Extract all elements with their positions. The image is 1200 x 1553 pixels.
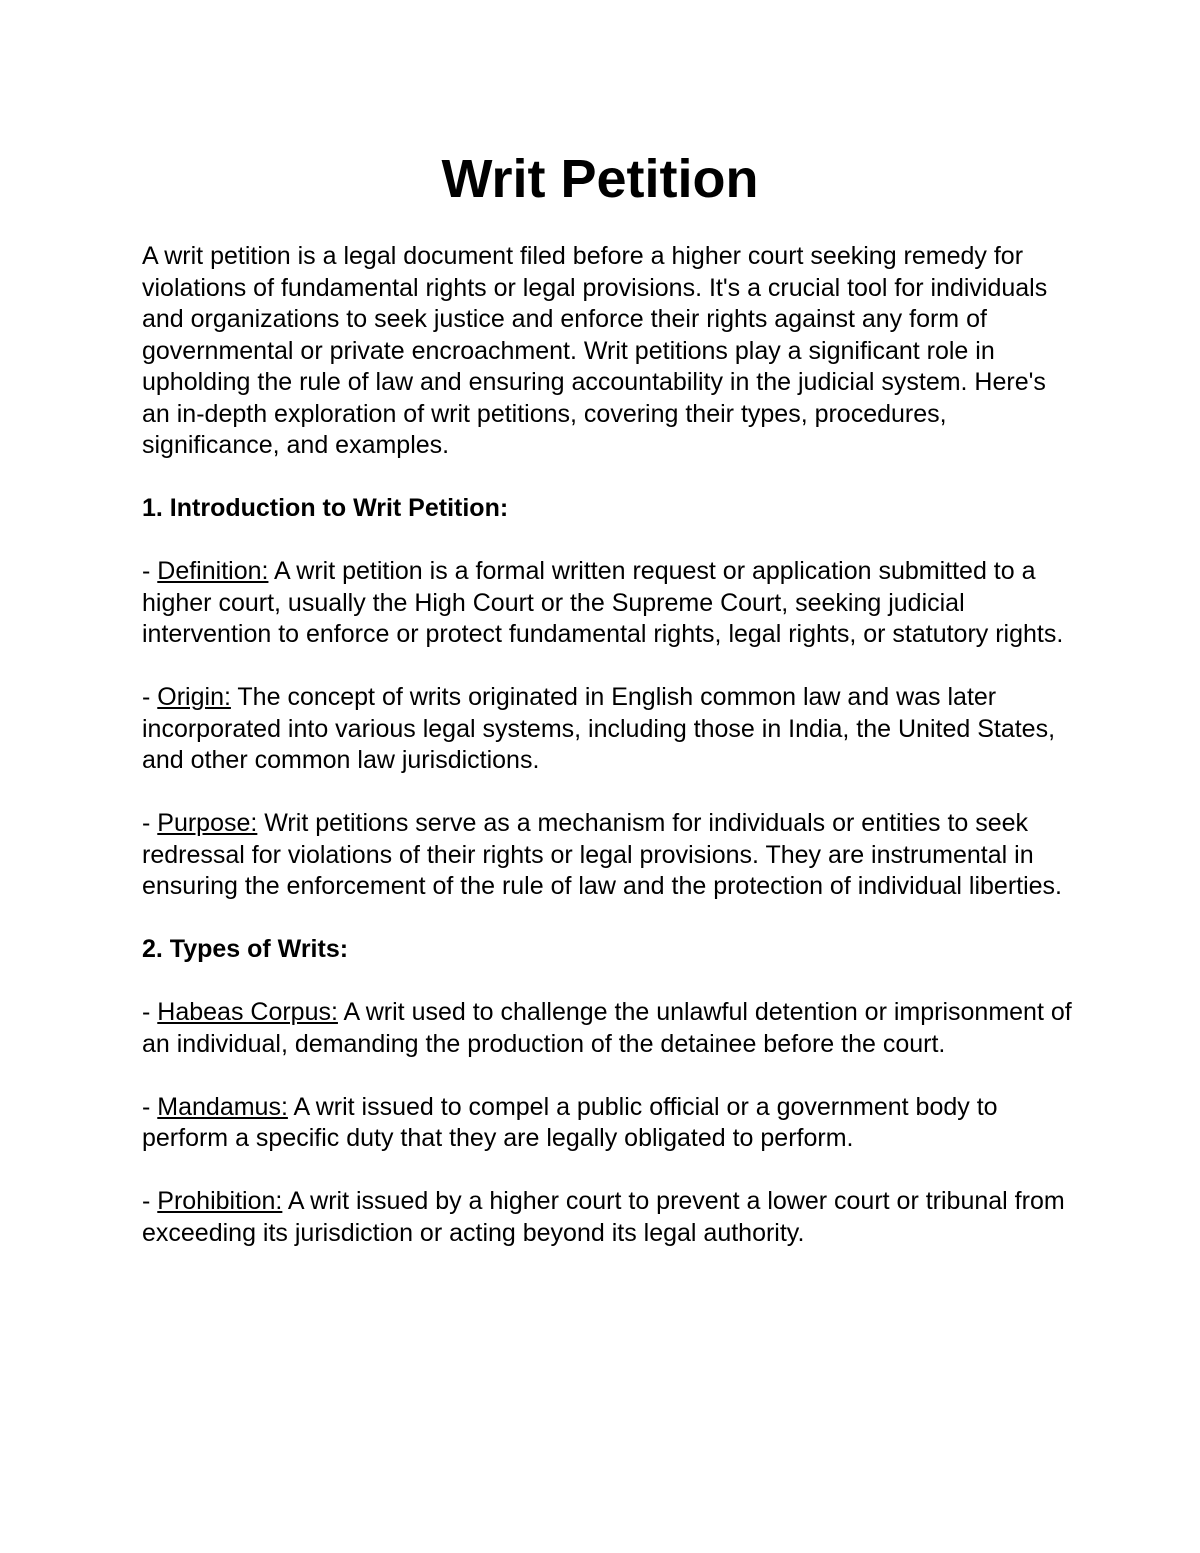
section-heading-introduction: 1. Introduction to Writ Petition:	[142, 494, 509, 522]
origin-text: The concept of writs originated in English common law and was later incorporated into various legal systems, including those in India, the United States, and other common law jurisdictions.	[142, 683, 1056, 774]
term-mandamus: Mandamus:	[157, 1092, 288, 1121]
list-dash: -	[142, 683, 158, 711]
prohibition-text: A writ issued by a higher court to prevent a lower court or tribunal from exceeding its jurisdiction or acting beyond its legal authority.	[142, 1187, 1065, 1247]
term-habeas-corpus: Habeas Corpus:	[157, 998, 338, 1026]
document-body	[142, 241, 1072, 1281]
habeas-corpus-text: A writ used to challenge the unlawful detention or imprisonment of an individual, demanding the production of the detainee before the court.	[142, 998, 1072, 1058]
purpose-paragraph	[142, 808, 1072, 903]
mandamus-text: A writ issued to compel a public official or a government body to perform a specific duty that they are legally obligated to perform.	[142, 1092, 998, 1152]
list-dash: -	[142, 557, 158, 585]
list-dash: -	[142, 1092, 158, 1121]
origin-paragraph	[142, 682, 1072, 777]
definition-text: A writ petition is a formal written request or application submitted to a higher court, usually the High Court or the Supreme Court, seeking judicial intervention to enforce or protect fundamental rights, legal rights, or statutory rights.	[142, 557, 1064, 648]
definition-paragraph	[142, 556, 1072, 651]
intro-paragraph: A writ petition is a legal document filed before a higher court seeking remedy for violations of fundamental rights or legal provisions. It's a crucial tool for individuals and organizations to seek justice and enforce their rights against any form of governmental or private encroachment. Writ petitions play a significant role in upholding the rule of law and ensuring accountability in the judicial system. Here's an in-depth exploration of writ petitions, covering their types, procedures, significance, and examples.	[142, 242, 1048, 459]
document-title: Writ Petition	[441, 149, 759, 209]
list-dash: -	[142, 809, 158, 837]
term-purpose: Purpose:	[157, 809, 258, 837]
habeas-corpus-paragraph	[142, 997, 1072, 1060]
purpose-text: Writ petitions serve as a mechanism for individuals or entities to seek redressal for violations of their rights or legal provisions. They are instrumental in ensuring the enforcement of the rule of law and the protection of individual liberties.	[142, 809, 1062, 900]
term-origin: Origin:	[157, 683, 231, 711]
section-heading-types-of-writs: 2. Types of Writs:	[142, 935, 349, 963]
list-dash: -	[142, 1187, 158, 1215]
term-prohibition: Prohibition:	[157, 1187, 283, 1215]
term-definition: Definition:	[157, 557, 269, 585]
mandamus-paragraph	[142, 1092, 1072, 1155]
list-dash: -	[142, 998, 158, 1026]
prohibition-paragraph	[142, 1186, 1072, 1249]
